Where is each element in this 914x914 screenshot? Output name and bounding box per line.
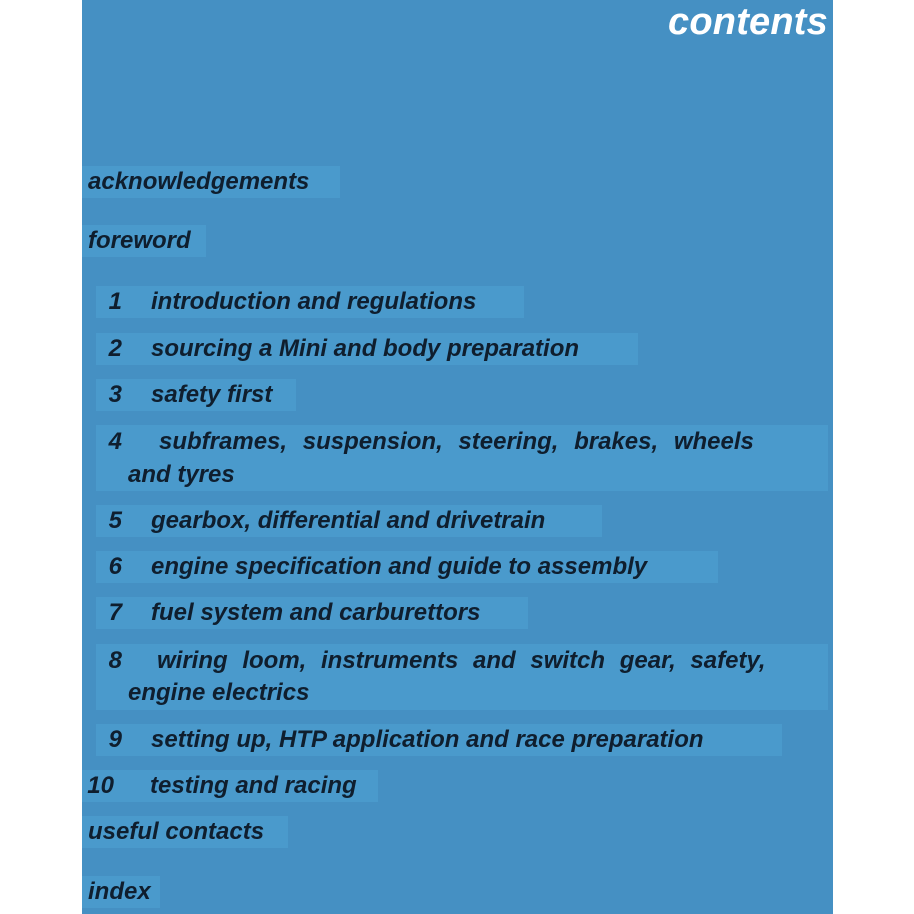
toc-chapter-2[interactable] [82,334,652,364]
page-title: contents [668,1,828,43]
chapter-number: 7 [108,599,122,626]
chapter-title-line1 [157,646,766,676]
toc-chapter-4[interactable] [82,427,828,491]
chapter-title: safety first [151,381,273,408]
chapter-title-text: subframes, suspension, steering, brakes, wheels [159,428,754,455]
chapter-title: sourcing a Mini and body preparation [151,335,580,362]
chapter-title-line1 [159,427,827,457]
chapter-title: engine specification and guide to assembly [151,553,648,580]
chapter-number: 6 [108,553,122,580]
toc-chapter-8[interactable] [82,646,828,710]
toc-entry-foreword[interactable]: foreword [88,227,191,254]
chapter-title-line2: and tyres [128,461,235,488]
toc-chapter-1[interactable] [82,287,542,317]
chapter-title-text: wiring loom, instruments and switch gear, safety, [157,647,766,674]
toc-chapter-3[interactable] [82,380,302,410]
chapter-title-line2: engine electrics [128,679,310,706]
chapter-number: 4 [108,428,122,455]
chapter-number: 5 [108,507,122,534]
contents-page [82,0,833,914]
toc-entry-useful-contacts[interactable]: useful contacts [88,818,265,845]
chapter-title: setting up, HTP application and race preparation [151,726,704,753]
toc-chapter-9[interactable] [82,725,782,755]
chapter-number: 1 [108,288,122,315]
toc-entry-index[interactable]: index [88,878,151,905]
toc-chapter-6[interactable] [82,552,722,582]
chapter-number: 9 [108,726,122,753]
chapter-title: testing and racing [150,772,357,799]
chapter-number: 8 [108,647,122,674]
toc-chapter-7[interactable] [82,598,532,628]
toc-entry-acknowledgements[interactable]: acknowledgements [88,168,310,195]
chapter-title: fuel system and carburettors [151,599,481,626]
chapter-title: gearbox, differential and drivetrain [151,507,546,534]
toc-chapter-10[interactable] [82,771,392,801]
chapter-number: 2 [108,335,122,362]
chapter-title: introduction and regulations [151,288,477,315]
chapter-number: 3 [108,381,122,408]
chapter-number: 10 [87,772,114,799]
toc-chapter-5[interactable] [82,506,612,536]
